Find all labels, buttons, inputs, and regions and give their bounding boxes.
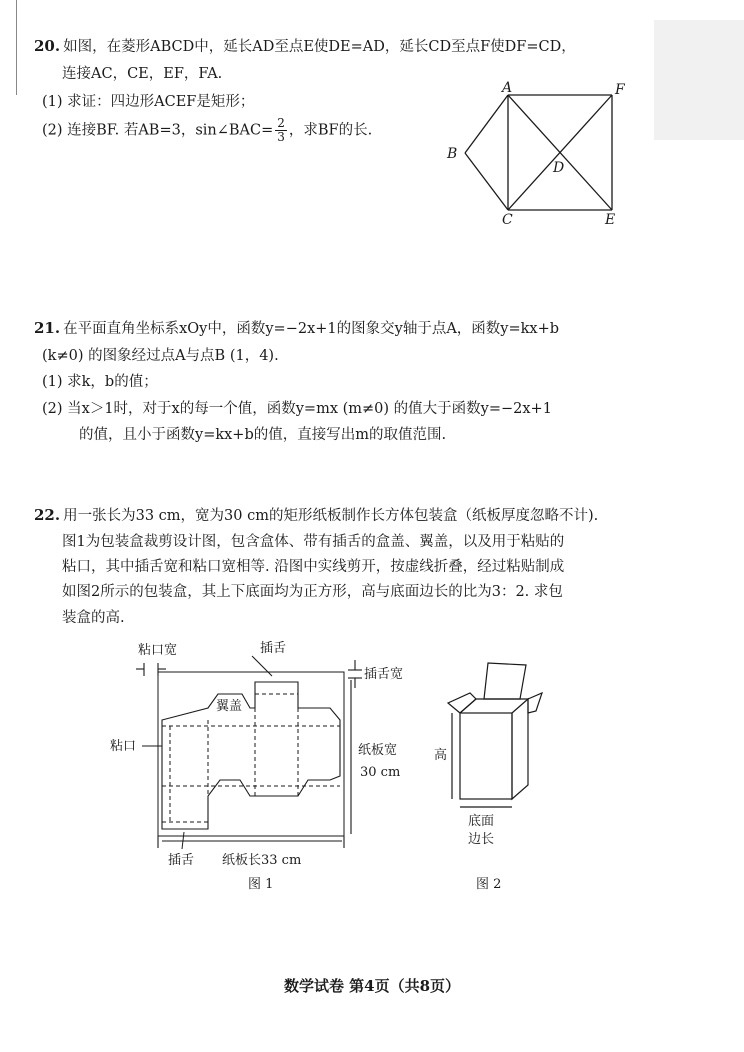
page-footer: 数学试卷 第4页（共8页） <box>283 977 461 995</box>
q20-fraction <box>275 117 287 144</box>
label-board-length: 纸板长33 cm <box>222 853 302 868</box>
q20-part2 <box>42 117 372 144</box>
label-wing: 翼盖 <box>216 699 243 714</box>
box-cut-outline <box>162 682 340 829</box>
scan-shadow <box>654 20 744 140</box>
q20-part1: (1) 求证：四边形ACEF是矩形； <box>42 94 255 110</box>
q21-part2: (2) 当x＞1时，对于x的每一个值，函数y=mx (m≠0) 的值大于函数y=−2x+1 <box>42 401 552 417</box>
fraction-denominator: 3 <box>277 130 285 144</box>
q20-number: 20. <box>34 37 61 55</box>
label-tongue-width: 插舌宽 <box>364 667 404 682</box>
leader-line <box>252 656 272 676</box>
point-label-c: C <box>502 212 513 228</box>
label-board-width-value: 30 cm <box>360 765 401 780</box>
q22-line2: 图1为包装盒裁剪设计图，包含盒体、带有插舌的盒盖、翼盖，以及用于粘贴的 <box>62 534 565 550</box>
q20-rhombus-figure <box>440 80 640 240</box>
q22-line4: 如图2所示的包装盒，其上下底面均为正方形，高与底面边长的比为3：2. 求包 <box>62 584 563 600</box>
label-base: 底面 <box>468 814 495 829</box>
q22-stem-text: 用一张长为33 cm，宽为30 cm的矩形纸板制作长方体包装盒（纸板厚度忽略不计). <box>63 508 599 524</box>
q21-line1 <box>34 318 559 339</box>
q22-line5: 装盒的高. <box>62 610 125 626</box>
q20-part2-tail: ，求BF的长. <box>288 122 373 139</box>
label-tongue-bottom: 插舌 <box>168 853 195 868</box>
q20-stem-text: 如图，在菱形ABCD中，延长AD至点E使DE=AD，延长CD至点F使DF=CD， <box>63 39 576 55</box>
board-outline <box>158 672 344 836</box>
point-label-e: E <box>605 212 616 228</box>
box-lid <box>484 663 526 699</box>
figure1-caption: 图 1 <box>248 877 274 892</box>
label-glue: 粘口 <box>110 739 137 754</box>
label-tongue-top: 插舌 <box>260 641 287 656</box>
point-label-a: A <box>502 80 513 96</box>
segment-ab <box>465 95 508 153</box>
label-height: 高 <box>434 748 448 763</box>
q22-figure1-layout <box>100 636 420 896</box>
q21-stem-text: 在平面直角坐标系xOy中，函数y=−2x+1的图象交y轴于点A，函数y=kx+b <box>63 321 560 337</box>
figure2-caption: 图 2 <box>476 877 502 892</box>
q20-part2-text: (2) 连接BF. 若AB=3，sin∠BAC= <box>42 122 274 139</box>
box-side-face <box>512 699 528 799</box>
point-label-b: B <box>447 146 458 162</box>
q21-line2: (k≠0) 的图象经过点A与点B (1，4). <box>42 348 279 364</box>
box-wing-left <box>448 693 476 713</box>
fraction-numerator: 2 <box>277 116 285 130</box>
binding-margin-line <box>16 0 17 95</box>
q20-line2: 连接AC，CE，EF，FA. <box>62 66 223 82</box>
q20-line1 <box>34 36 576 57</box>
q21-part1: (1) 求k，b的值； <box>42 374 158 390</box>
q21-number: 21. <box>34 319 61 337</box>
label-base-side: 边长 <box>468 832 495 847</box>
point-label-d: D <box>553 160 565 176</box>
q22-line1 <box>34 505 598 526</box>
q22-number: 22. <box>34 506 61 524</box>
box-wing-right <box>528 693 542 713</box>
q22-line3: 粘口，其中插舌宽和粘口宽相等. 沿图中实线剪开，按虚线折叠，经过粘贴制成 <box>62 559 565 575</box>
label-glue-width: 粘口宽 <box>138 643 178 658</box>
segment-bc <box>465 153 508 210</box>
box-front-face <box>460 713 512 799</box>
label-board-width: 纸板宽 <box>358 743 398 758</box>
q22-figure2-box <box>428 655 558 895</box>
q21-part2-cont: 的值，且小于函数y=kx+b的值，直接写出m的取值范围. <box>79 427 447 443</box>
point-label-f: F <box>615 82 625 98</box>
